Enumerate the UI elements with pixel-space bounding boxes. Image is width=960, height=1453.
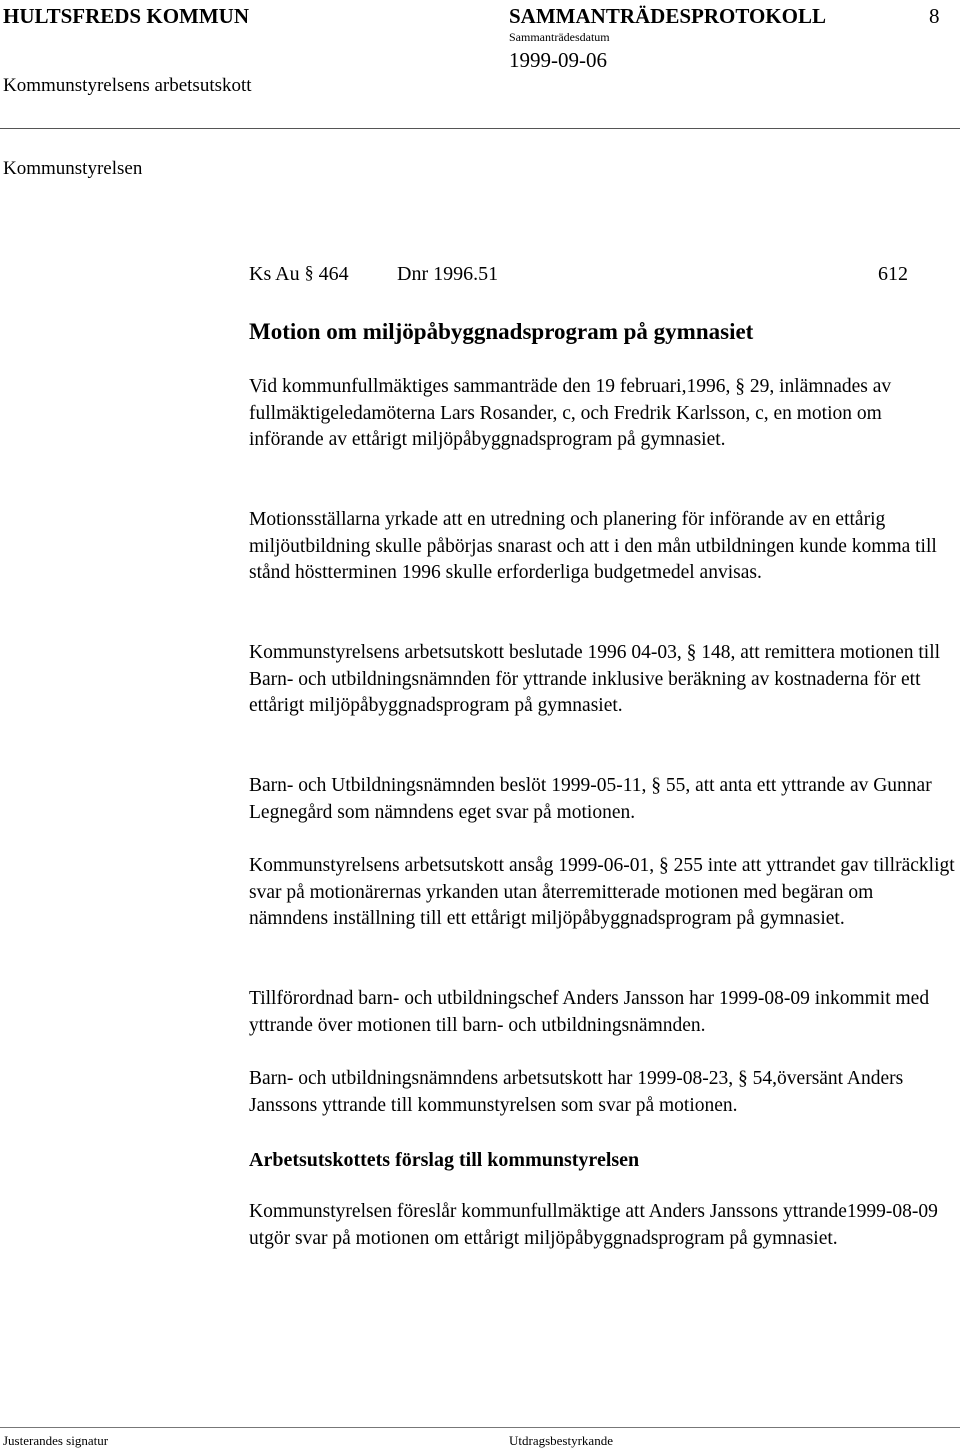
meeting-date: 1999-09-06 [509, 48, 607, 72]
meeting-date-label: Sammanträdesdatum [509, 30, 610, 44]
committee-name: Kommunstyrelsens arbetsutskott [3, 75, 252, 96]
case-section-number: 464 [318, 263, 349, 285]
signature-label: Justerandes signatur [3, 1433, 109, 1448]
proposal-text: Kommunstyrelsen föreslår kommunfullmäktige att Anders Janssons yttrande1999-08-09 utgör svar på motionen om ettårigt miljöpåbyggnadsprogram på gymnasiet. [249, 1201, 938, 1249]
paragraph: Barn- och Utbildningsnämnden beslöt 1999-05-11, § 55, att anta ett yttrande av Gunnar Legnegård som nämndens eget svar på motionen. [249, 775, 932, 823]
section-body: Kommunstyrelsen [3, 158, 143, 179]
case-reference [249, 264, 349, 284]
case-code: 612 [878, 263, 908, 285]
proposal-heading: Arbetsutskottets förslag till kommunstyrelsen [249, 1149, 640, 1171]
case-ref-prefix: Ks Au [249, 263, 300, 285]
header-divider [0, 128, 960, 129]
footer-divider [0, 1427, 960, 1428]
paragraph: Tillförordnad barn- och utbildningschef Anders Jansson har 1999-08-09 inkommit med yttrande över motionen till barn- och utbildningsnämnden. [249, 988, 930, 1036]
paragraph: Barn- och utbildningsnämndens arbetsutskott har 1999-08-23, § 54,översänt Anders Janssons yttrande till kommunstyrelsen som svar på motionen. [249, 1068, 904, 1116]
page-title: Motion om miljöpåbyggnadsprogram på gymnasiet [249, 319, 754, 344]
paragraph: Motionsställarna yrkade att en utredning och planering för införande av en ettårig miljöutbildning skulle påbörjas snarast och att i den mån utbildningen kunde komma till stånd höstterminen 1996 skulle erforderliga budgetmedel anvisas. [249, 509, 937, 583]
document-type: SAMMANTRÄDESPROTOKOLL [509, 4, 826, 28]
case-dnr: Dnr 1996.51 [397, 263, 499, 285]
municipality-name: HULTSFREDS KOMMUN [3, 4, 250, 28]
paragraph: Kommunstyrelsens arbetsutskott ansåg 1999-06-01, § 255 inte att yttrandet gav tillräckligt svar på motionärernas yrkanden utan återremitterade motionen med begäran om nämndens inställning till ett ettårigt miljöpåbyggnadsprogram på gymnasiet. [249, 855, 955, 929]
paragraph: Kommunstyrelsens arbetsutskott beslutade 1996 04-03, § 148, att remittera motionen till Barn- och utbildningsnämnden för yttrande inklusive beräkning av kostnaderna för ett ettårigt miljöpåbyggnadsprogram på gymnasiet. [249, 642, 941, 716]
page-number: 8 [929, 4, 940, 28]
paragraph: Vid kommunfullmäktiges sammanträde den 19 februari,1996, § 29, inlämnades av fullmäktigeledamöterna Lars Rosander, c, och Fredrik Karlsson, c, en motion om införande av ettårigt miljöpåbyggnadsprogram på gymnasiet. [249, 376, 892, 450]
section-sign-icon: § [304, 262, 314, 282]
extract-label: Utdragsbestyrkande [509, 1433, 613, 1448]
